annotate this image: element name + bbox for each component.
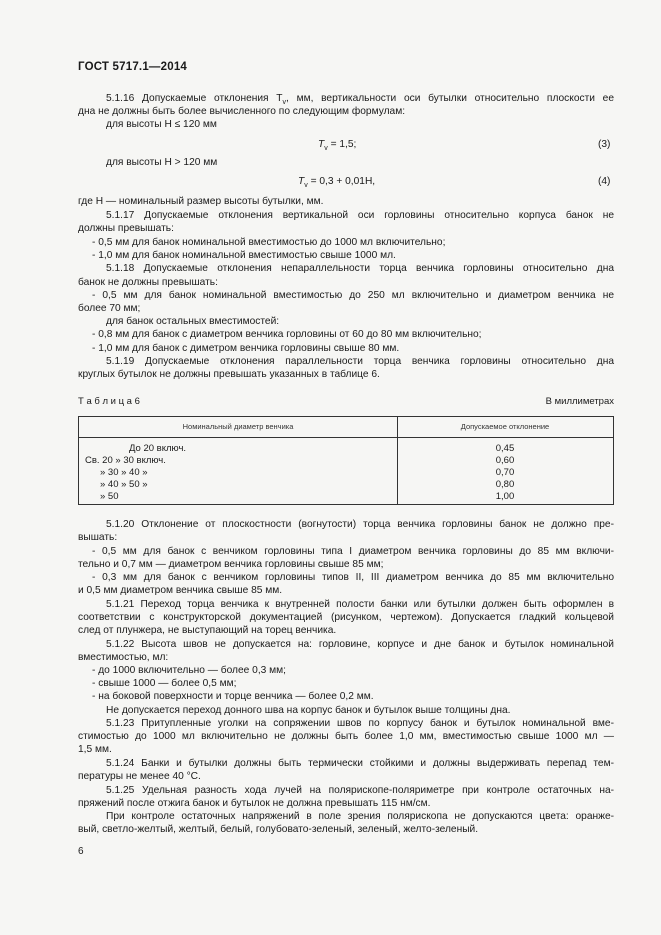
para-5-1-25-line-2: пряжений после отжига банок и бутылок не должна превышать 115 нм/см.: [78, 798, 431, 809]
para-5-1-20-bullet-2-cont: и 0,5 мм диаметром венчика свыше 85 мм.: [78, 585, 283, 596]
para-5-1-20-line-2: вышать:: [78, 532, 118, 543]
table-row-1-deviation: 0,45: [495, 443, 515, 454]
para-5-1-20-line-1: 5.1.20 Отклонение от плоскостности (вогнутости) торца венчика горловины банок не должно пре-: [106, 519, 614, 530]
para-5-1-25-line-3: При контроле остаточных напряжений в поле зрения полярископа не допускаются цвета: оранже-: [106, 811, 614, 822]
para-5-1-22-bullet-3: - на боковой поверхности и торце венчика — более 0,2 мм.: [92, 691, 374, 702]
para-5-1-25-line-1: 5.1.25 Удельная разность хода лучей на полярископе-поляриметре при контроле остаточных на-: [106, 785, 614, 796]
para-5-1-18-bullet-2: - 0,8 мм для банок с диаметром венчика горловины от 60 до 80 мм включительно;: [92, 329, 482, 340]
para-5-1-18-bullet-1: - 0,5 мм для банок номинальной вместимостью до 250 мл включительно и диаметром венчика не: [92, 290, 614, 301]
table-header-divider: [79, 437, 613, 438]
para-5-1-18-bullet-3: - 1,0 мм для банок с диметром венчика горловины свыше 80 мм.: [92, 343, 400, 354]
para-5-1-21-line-3: след от плунжера, не выступающий на торец венчика.: [78, 625, 337, 636]
case-height-gt-120: для высоты H > 120 мм: [106, 157, 218, 168]
para-5-1-18-line-1: 5.1.18 Допускаемые отклонения непараллельности торца венчика горловины относительно дна: [106, 263, 614, 274]
table-row-5-diameter: » 50: [100, 491, 119, 502]
para-5-1-23-line-3: 1,5 мм.: [78, 744, 112, 755]
table-row-2-diameter: Св. 20 » 30 включ.: [85, 455, 166, 466]
para-5-1-21-line-2: соответствии с конструкторской документацией (рисунком, чертежом). Допускается гладкий кольцевой: [78, 612, 614, 623]
para-5-1-16-line-1: 5.1.16 Допускаемые отклонения $T_v$, мм, вертикальности оси бутылки относительно плоскости ее: [106, 93, 615, 107]
para-5-1-17-line-1: 5.1.17 Допускаемые отклонения вертикальной оси горловины относительно корпуса банок не: [106, 210, 614, 221]
table-row-2-deviation: 0,60: [495, 455, 515, 466]
para-5-1-21-line-1: 5.1.21 Переход торца венчика к внутренней полости банки или бутылки должен быть оформлен в: [106, 599, 614, 610]
table-row-3-diameter: » 30 » 40 »: [100, 467, 148, 478]
para-5-1-23-line-1: 5.1.23 Притупленные уголки на сопряжении швов по корпусу банок и бутылок номинальной вме-: [106, 718, 614, 729]
para-5-1-19-line-1: 5.1.19 Допускаемые отклонения параллельности торца венчика горловины относительно дна: [106, 356, 614, 367]
para-5-1-22-bullet-2: - свыше 1000 — более 0,5 мм;: [92, 678, 237, 689]
table-row-4-deviation: 0,80: [495, 479, 515, 490]
table-units: В миллиметрах: [545, 396, 614, 407]
para-5-1-18-bullet-1-cont: более 70 мм;: [78, 303, 141, 314]
page-number: 6: [78, 846, 84, 857]
table-row-3-deviation: 0,70: [495, 467, 515, 478]
formula-where: где H — номинальный размер высоты бутылки, мм.: [78, 196, 324, 207]
equation-number-4: (4): [598, 176, 611, 187]
para-5-1-17-bullet-1: - 0,5 мм для банок номинальной вместимостью до 1000 мл включительно;: [92, 237, 446, 248]
para-5-1-22-line-3: Не допускается переход донного шва на корпус банок и бутылок выше толщины дна.: [106, 705, 511, 716]
para-5-1-22-line-1: 5.1.22 Высота швов не допускается на: горловине, корпусе и дне банок и бутылок номинальной: [106, 639, 614, 650]
para-5-1-19-line-2: круглых бутылок не должны превышать указанных в таблице 6.: [78, 369, 380, 380]
para-5-1-18-line-2: банок не должны превышать:: [78, 277, 218, 288]
para-5-1-20-bullet-1-cont: тельно и 0,7 мм — диаметром венчика горловины свыше 85 мм;: [78, 559, 384, 570]
table-row-5-deviation: 1,00: [495, 491, 515, 502]
table-header-deviation: Допускаемое отклонение: [460, 422, 550, 431]
para-5-1-16-line-2: дна не должны быть более вычисленного по следующим формулам:: [78, 106, 406, 117]
standard-header: ГОСТ 5717.1—2014: [78, 61, 188, 73]
para-5-1-25-line-4: вый, светло-желтый, желтый, белый, голубовато-зеленый, зеленый, желто-зеленый.: [78, 824, 479, 835]
para-5-1-18-line-3: для банок остальных вместимостей:: [106, 316, 280, 327]
para-5-1-17-line-2: должны превышать:: [78, 223, 174, 234]
para-5-1-22-bullet-1: - до 1000 включительно — более 0,3 мм;: [92, 665, 286, 676]
table-header-diameter: Номинальный диаметр венчика: [182, 422, 294, 431]
para-5-1-24-line-1: 5.1.24 Банки и бутылки должны быть термически стойкими и должны выдерживать перепад тем-: [106, 758, 614, 769]
para-5-1-20-bullet-1: - 0,5 мм для банок с венчиком горловины типа I диаметром венчика горловины до 85 мм включи-: [92, 546, 614, 557]
para-5-1-23-line-2: стимостью до 1000 мл включительно не должны быть более 1,0 мм, вместимостью свыше 1000 мл —: [78, 731, 614, 742]
case-height-le-120: для высоты H ≤ 120 мм: [106, 119, 217, 130]
table-row-4-diameter: » 40 » 50 »: [100, 479, 148, 490]
table-6: [78, 416, 614, 505]
para-5-1-24-line-2: пературы не менее 40 °С.: [78, 771, 201, 782]
formula-4: $T_v = 0,3 + 0,01H$,: [298, 176, 376, 190]
equation-number-3: (3): [598, 139, 611, 150]
para-5-1-22-line-2: вместимостью, мл:: [78, 652, 169, 663]
table-caption: Т а б л и ц а 6: [78, 396, 140, 407]
formula-3: $T_v = 1,5$;: [318, 139, 357, 153]
table-row-1-diameter: До 20 включ.: [129, 443, 187, 454]
para-5-1-20-bullet-2: - 0,3 мм для банок с венчиком горловины типов II, III диаметром венчика до 85 мм включительно: [92, 572, 614, 583]
para-5-1-17-bullet-2: - 1,0 мм для банок номинальной вместимостью свыше 1000 мл.: [92, 250, 396, 261]
